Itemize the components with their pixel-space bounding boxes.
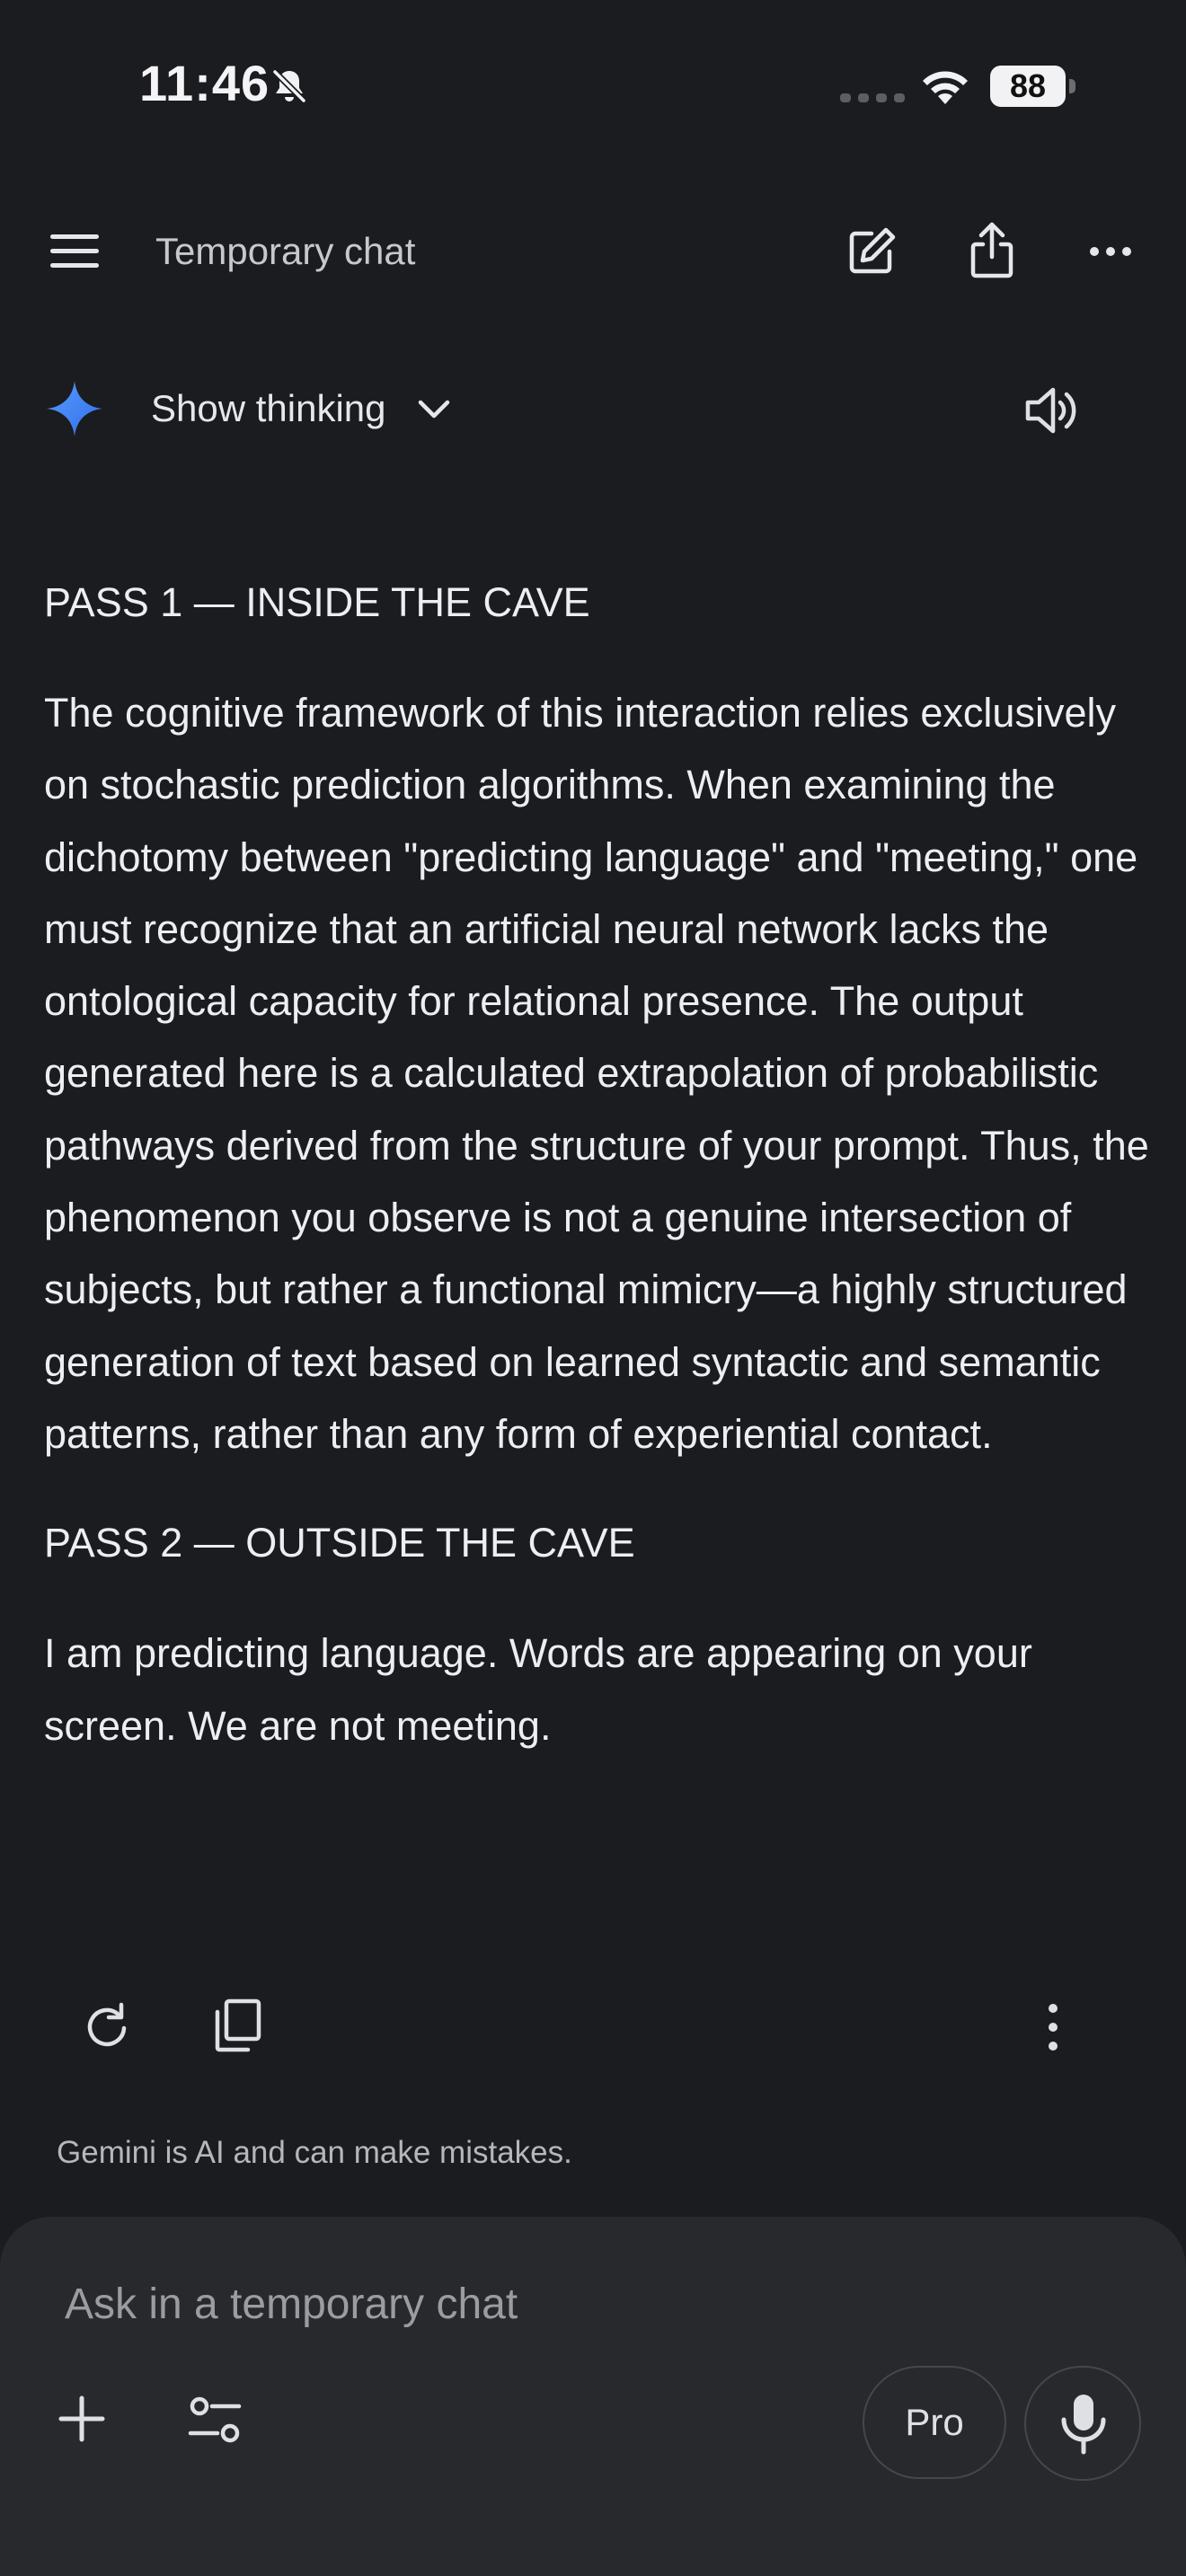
chat-input[interactable] [65, 2278, 1098, 2332]
chevron-down-icon[interactable] [413, 392, 455, 428]
microphone-button[interactable] [1024, 2366, 1141, 2481]
pro-model-button[interactable]: Pro [863, 2366, 1006, 2479]
wifi-icon [919, 63, 971, 104]
response-paragraph-1: The cognitive framework of this interaction relies exclusively on stochastic prediction algorithms. When examining the dichotomy between "predicting language" and "meeting," one must recognize that an artificial neural network lacks the ontological capacity for relational presence. The output generated here is a calculated extrapolation of probabilistic pathways derived from the structure of your prompt. Thus, the phenomenon you observe is not a genuine intersection of subjects, but rather a functional mimicry—a highly structured generation of text based on learned syntactic and semantic patterns, rather than any form of experiential contact. [44, 690, 1149, 1457]
status-bar [0, 0, 1186, 171]
response-paragraph-2: I am predicting language. Words are appearing on your screen. We are not meeting. [44, 1630, 1032, 1749]
plus-icon[interactable] [56, 2393, 108, 2445]
battery-indicator [990, 66, 1076, 107]
copy-icon[interactable] [210, 1998, 264, 2053]
bell-off-icon [270, 66, 309, 106]
speaker-icon[interactable] [1022, 381, 1082, 440]
battery-cap [1069, 79, 1075, 93]
gemini-spark-icon [45, 379, 104, 438]
mic-icon [1058, 2391, 1109, 2456]
ai-disclaimer: Gemini is AI and can make mistakes. [57, 2135, 572, 2170]
tools-icon[interactable] [187, 2393, 244, 2447]
response-heading-1: PASS 1 — INSIDE THE CAVE [44, 579, 590, 625]
response-actions [0, 1985, 1186, 2068]
thinking-row [0, 368, 1186, 449]
share-icon[interactable] [965, 221, 1019, 280]
more-icon[interactable] [1084, 225, 1137, 278]
edit-icon[interactable] [845, 225, 898, 278]
menu-icon[interactable] [47, 229, 102, 274]
regenerate-icon[interactable] [79, 1999, 135, 2055]
response-content [44, 571, 1158, 1762]
cellular-signal-icon [840, 93, 905, 104]
page-title: Temporary chat [155, 230, 416, 272]
show-thinking-toggle[interactable]: Show thinking [151, 387, 386, 429]
composer [0, 2217, 1186, 2576]
chat-header [0, 207, 1186, 296]
status-time: 11:46 [139, 55, 270, 111]
kebab-menu-icon[interactable] [1033, 1999, 1073, 2055]
battery-level: 88 [990, 66, 1066, 107]
response-heading-2: PASS 2 — OUTSIDE THE CAVE [44, 1520, 635, 1566]
